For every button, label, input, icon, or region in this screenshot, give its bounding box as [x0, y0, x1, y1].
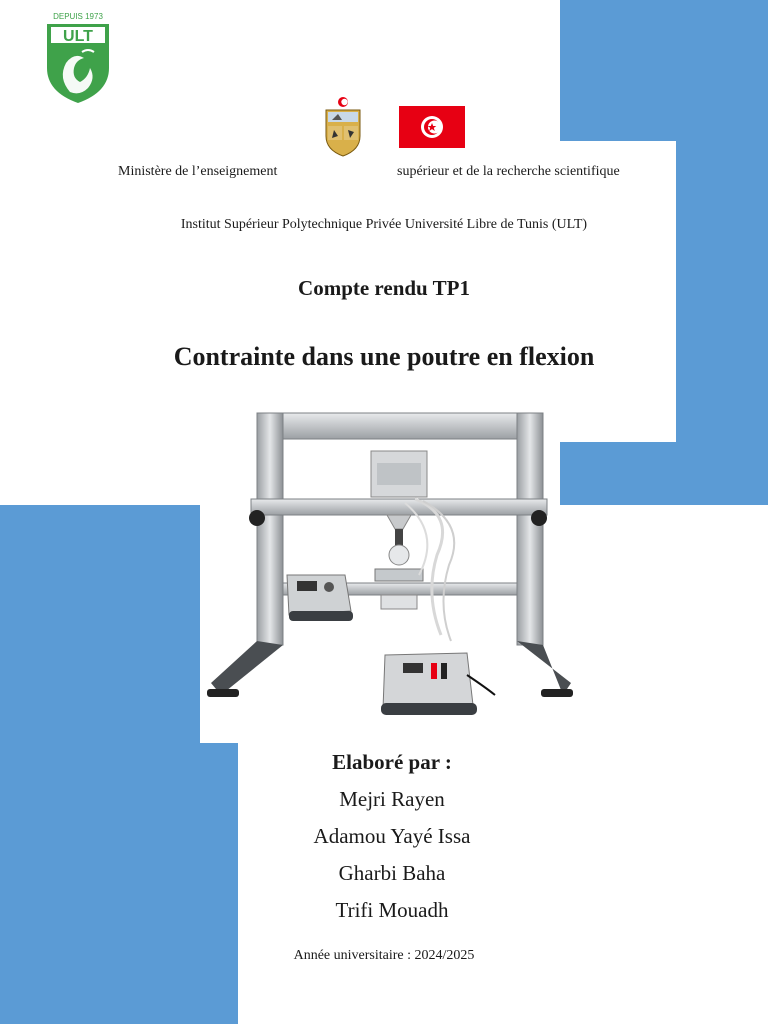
page-title: Contrainte dans une poutre en flexion: [173, 342, 595, 371]
logo-name: ULT: [63, 28, 93, 45]
author-name: Mejri Rayen: [339, 787, 445, 811]
coat-of-arms-icon: [322, 96, 364, 158]
institute-name: Institut Supérieur Polytechnique Privée Université Libre de Tunis (ULT): [180, 217, 588, 232]
ministry-text-right: supérieur et de la recherche scientifique: [397, 164, 620, 179]
author-name: Trifi Mouadh: [335, 898, 449, 922]
academic-year: Année universitaire : 2024/2025: [293, 948, 475, 963]
ministry-text-left: Ministère de l’enseignement: [118, 164, 278, 179]
author-name: Gharbi Baha: [338, 861, 446, 885]
beam-apparatus-image: [205, 405, 577, 723]
authors-heading: Elaboré par :: [332, 750, 452, 774]
ult-logo: [44, 8, 112, 104]
report-label: Compte rendu TP1: [298, 276, 470, 300]
tunisia-flag-icon: [399, 106, 465, 148]
author-name: Adamou Yayé Issa: [313, 824, 471, 848]
logo-since-text: DEPUIS 1973: [53, 12, 103, 21]
